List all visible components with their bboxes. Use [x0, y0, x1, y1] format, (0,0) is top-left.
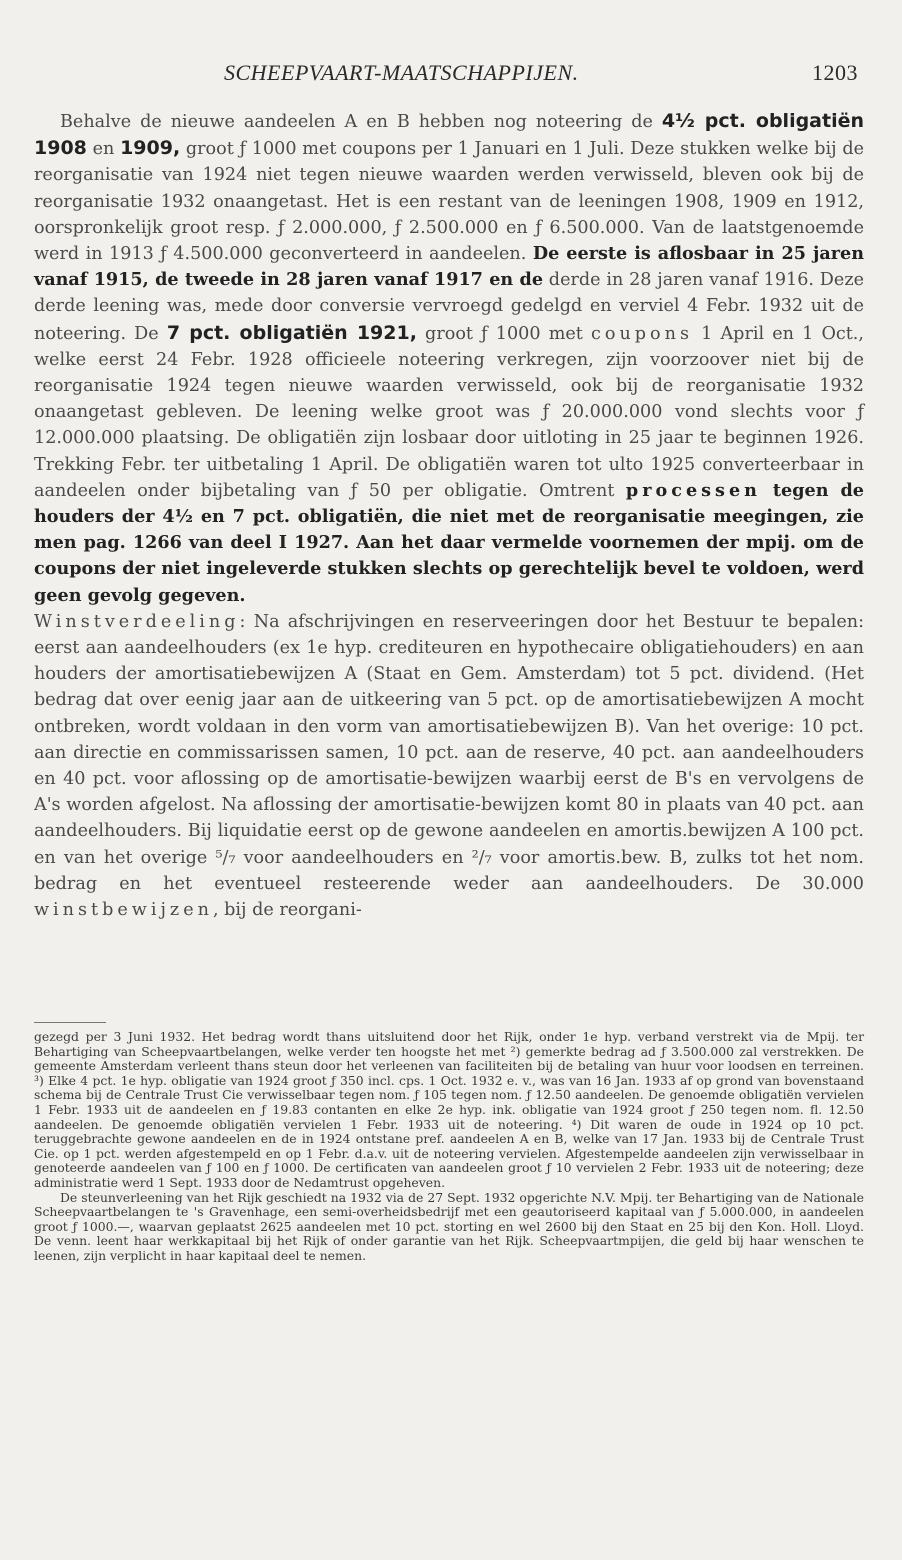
- paragraph-obligations: [34, 108, 864, 609]
- text-run: groot ƒ 1000 met: [416, 323, 591, 344]
- text-run: , bij de reorgani-: [212, 900, 362, 921]
- text-run: derde in 28 jaren vanaf 1916. Deze derde leening was, mede door conversie vervroegd gedelgd en verviel 4 Febr. 1932 uit de noteering. De: [34, 270, 864, 344]
- footnote-steunverleening: De steunverleening van het Rijk geschiedt na 1932 via de 27 Sept. 1932 opgerichte N.V. Mpij. ter Behartiging van de Nationale Scheepvaartbelangen te 's Gravenhage, een semi-overheidsbedrijf met een geautoriseerd kapitaal van ƒ 5.000.000, in aandeelen groot ƒ 1000.—, waarvan geplaatst 2625 aandeelen met 10 pct. storting en wel 2600 bij den Staat en 25 bij den Kon. Holl. Lloyd. De venn. leent haar werkkapitaal bij het Rijk of onder garantie van het Rijk. Scheepvaartmpijen, die geld bij haar wenschen te leenen, zijn verplicht in haar kapitaal deel te nemen.: [34, 1189, 864, 1263]
- spaced-word-coupons: coupons: [591, 323, 693, 344]
- bold-text-processen: tegen de houders der 4½ en 7 pct. obligatiën, die niet met de reorganisatie meegingen, zie men pag. 1266 van deel I 1927. Aan het daar vermelde voornemen der mpij. om de coupons der niet ingeleverde stukken slechts op gerechtelijk bevel te voldoen, werd geen gevolg gegeven.: [34, 479, 864, 606]
- running-title: SCHEEPVAART-MAATSCHAPPIJEN.: [224, 60, 579, 85]
- bold-heading-obligations-1908: 4½ pct. obligatiën 1908: [34, 110, 865, 160]
- paragraph-winstverdeeling: [34, 609, 864, 923]
- text-run: groot ƒ 1000 met coupons per 1 Januari en 1 Juli. Deze stukken welke bij de reorganisatie van 1924 niet tegen nieuwe waarden werden verwisseld, bleven ook bij de reorganisatie 1932 onaangetast. Het is een restant van de leeningen 1908, 1909 en 1912, oorspronkelijk groot resp. ƒ 2.000.000, ƒ 2.500.000 en ƒ 6.500.000. Van de laatstgenoemde werd in 1913 ƒ 4.500.000 geconverteerd in aandeelen.: [34, 139, 864, 265]
- text-run: : Na afschrijvingen en reserveeringen door het Bestuur te bepalen: eerst aan aandeelhouders (ex 1e hyp. crediteuren en hypothecaire obligatiehouders) en aan houders der amortisatiebewijzen A (Staat en Gem. Amsterdam) tot 5 pct. dividend. (Het bedrag dat over eenig jaar aan de uitkeering van 5 pct. op de amortisatiebewijzen A mocht ontbreken, wordt voldaan in den vorm van amortisatiebewijzen B). Van het overige: 10 pct. aan directie en commissarissen samen, 10 pct. aan de reserve, 40 pct. aan aandeelhouders en 40 pct. voor aflossing op de amortisatie-bewijzen waarbij eerst de B's en vervolgens de A's worden afgelost. Na aflossing der amortisatie-bewijzen komt 80 in plaats van 40 pct. aan aandeelhouders. Bij liquidatie eerst op de gewone aandeelen en amortis.bewijzen A 100 pct. en van het overige ⁵/₇ voor aandeelhouders en ²/₇ voor amortis.bew. B, zulks tot het nom. bedrag en het eventueel resteerende weder aan aandeelhouders. De 30.000: [34, 611, 864, 894]
- bold-text-aflossing: De eerste is aflosbaar in 25 jaren vanaf 1915, de tweede in 28 jaren vanaf 1917 en de: [34, 243, 864, 291]
- spaced-word-winstverdeeling: Winstverdeeling: [34, 611, 240, 632]
- footnotes: [34, 1030, 864, 1264]
- footnote-divider: [34, 1022, 106, 1023]
- page-number: 1203: [812, 60, 858, 85]
- text-run: en: [86, 139, 121, 160]
- running-header: [34, 60, 864, 88]
- text-run: 1 April en 1 Oct., welke eerst 24 Febr. 1928 officieele noteering verkregen, zijn voorzoover niet bij de reorganisatie 1924 tegen nieuwe waarden verwisseld, ook bij de reorganisatie 1932 onaangetast gebleven. De leening welke groot was ƒ 20.000.000 vond slechts voor ƒ 12.000.000 plaatsing. De obligatiën zijn losbaar door uitloting in 25 jaar te beginnen 1926. Trekking Febr. ter uitbetaling 1 April. De obligatiën waren tot ulto 1925 converteerbaar in aandeelen onder bijbetaling van ƒ 50 per obligatie. Omtrent: [34, 323, 864, 501]
- spaced-word-processen: processen: [625, 479, 761, 501]
- spaced-word-winstbewijzen: winstbewijzen: [34, 900, 213, 921]
- footnote-continuation: gezegd per 3 Juni 1932. Het bedrag wordt thans uitsluitend door het Rijk, onder 1e hyp. verband verstrekt via de Mpij. ter Behartiging van Scheepvaartbelangen, welke verder ten hoogste het met ²) gemerkte bedrag ad ƒ 3.500.000 zal verstrekken. De gemeente Amsterdam verleent thans steun door het verleenen van faciliteiten bij de betaling van huur voor loodsen en terreinen. ³) Elke 4 pct. 1e hyp. obligatie van 1924 groot ƒ 350 incl. cps. 1 Oct. 1932 e. v., was van 16 Jan. 1933 af op grond van bovenstaand schema bij de Centrale Trust Cie verwisselbaar tegen nom. ƒ 105 tegen nom. ƒ 12.50 aandeelen. De genoemde obligatiën vervielen 1 Febr. 1933 uit de aandeelen en ƒ 19.83 contanten en elke 2e hyp. ink. obligatie van 1924 groot ƒ 250 tegen nom. fl. 12.50 aandeelen. De genoemde obligatiën vervielen 1 Febr. 1933 uit de noteering. ⁴) Dit waren de oude in 1924 op 10 pct. teruggebrachte gewone aandeelen en de in 1924 ontstane pref. aandeelen A en B, welke van 17 Jan. 1933 bij de Centrale Trust Cie. op 1 pct. werden afgestempeld en op 1 Febr. d.a.v. uit de noteering vervielen. Afgestempelde aandeelen zijn verwisselbaar in genoteerde aandeelen van ƒ 100 en ƒ 1000. De certificaten van aandeelen groot ƒ 10 vervielen 2 Febr. 1933 uit de noteering; deze administratie werd 1 Sept. 1933 door de Nedamtrust opgeheven.: [34, 1029, 864, 1190]
- text-run: Behalve de nieuwe aandeelen A en B hebben nog noteering de: [60, 112, 662, 132]
- main-text: [34, 108, 864, 923]
- bold-heading-1909: 1909,: [120, 137, 181, 160]
- bold-heading-obligations-1921: 7 pct. obligatiën 1921,: [166, 321, 417, 344]
